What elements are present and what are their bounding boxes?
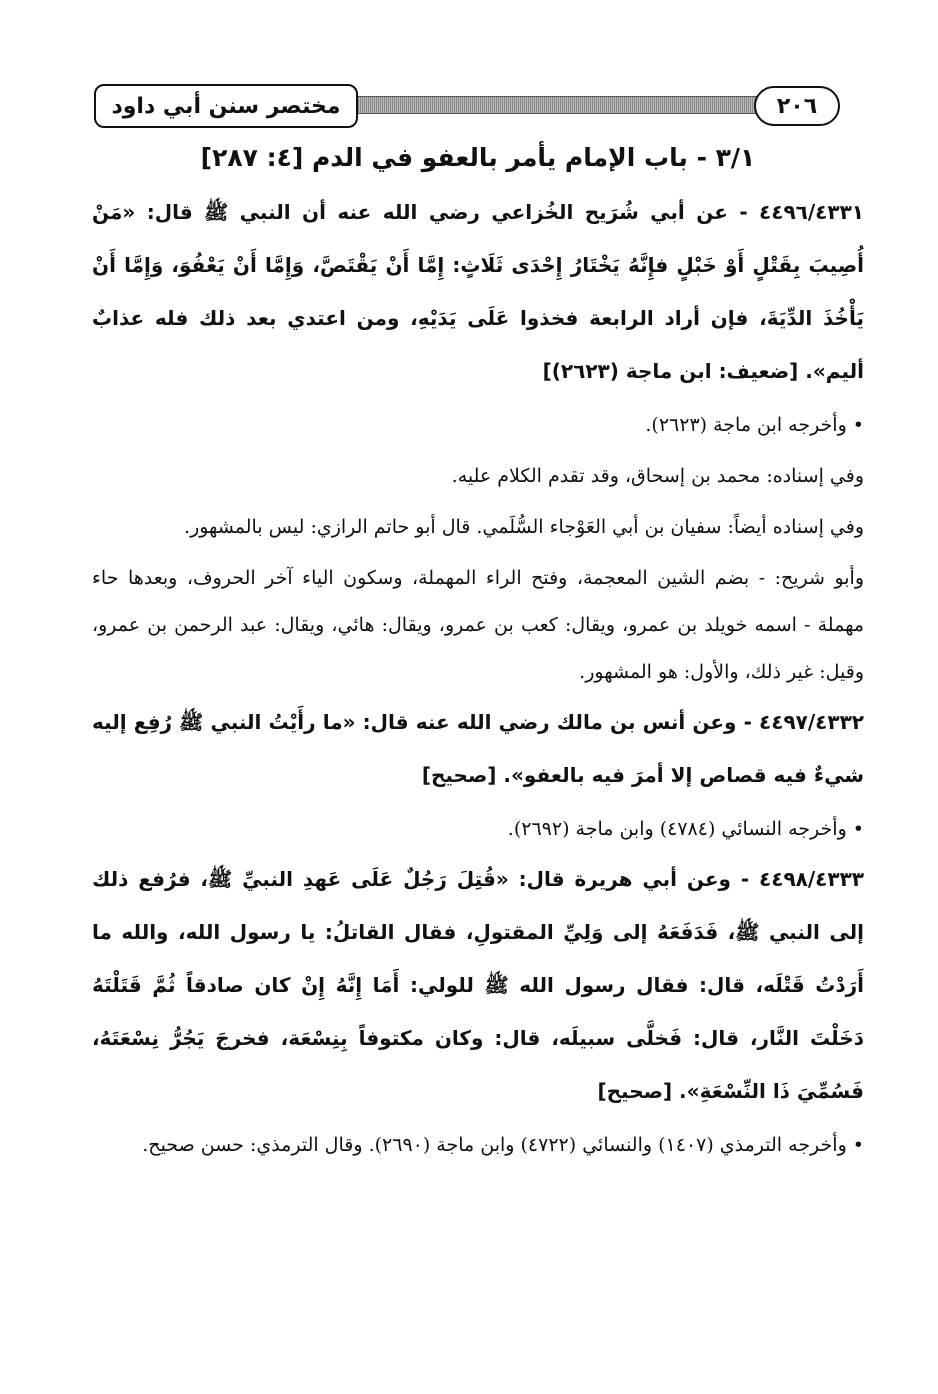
- header-ornament-band: [346, 96, 772, 114]
- hadith-text: وعن أبي هريرة قال: «قُتِلَ رَجُلٌ عَلَى عَهدِ النبيِّ ﷺ، فرُفع ذلك إلى النبي ﷺ، فَدَفَعَهُ إلى وَلِيِّ المقتولِ، فقال القاتلُ: يا رسول الله، والله ما أَرَدْتُ قَتْلَه، قال: فقال رسول الله ﷺ للولي: أَمَا إِنَّهُ إِنْ كان صادقاً ثُمَّ قَتَلْتَهُ دَخَلْتَ النَّار، قال: فَخلَّى سبيلَه، قال: وكان مكتوفاً بِنِسْعَة، فخرجَ يَجُرُّ نِسْعَتَهُ، فَسُمِّيَ ذَا النِّسْعَةِ». [صحيح]: [92, 867, 864, 1103]
- hadith-1: [92, 186, 864, 398]
- takhrij-note: • وأخرجه النسائي (٤٧٨٤) وابن ماجة (٢٦٩٢).: [507, 818, 864, 840]
- commentary-note: وفي إسناده: محمد بن إسحاق، وقد تقدم الكلام عليه.: [451, 465, 864, 487]
- hadith-number: ٤٤٩٧/٤٣٣٢ -: [743, 710, 865, 734]
- hadith-number: ٤٤٩٦/٤٣٣١ -: [739, 200, 865, 224]
- hadith-3: [92, 853, 864, 1118]
- page-number: ٢٠٦: [754, 86, 840, 126]
- hadith-text: عن أبي شُرَيح الخُزاعي رضي الله عنه أن النبي ﷺ قال: «مَنْ أُصِيبَ بِقَتْلٍ أَوْ خَبْلٍ فإِنَّهُ يَخْتَارُ إِحْدَى ثَلَاثٍ: إِمَّا أَنْ يَقْتَصَّ، وَإِمَّا أَنْ يَعْفُوَ، وَإِمَّا أَنْ يَأْخُذَ الدِّيَةَ، فإن أراد الرابعة فخذوا عَلَى يَدَيْهِ، ومن اعتدي بعد ذلك فله عذابٌ أليم». [ضعيف: ابن ماجة (٢٦٢٣)]: [92, 200, 864, 383]
- book-title: مختصر سنن أبي داود: [94, 84, 358, 128]
- page-content: [92, 136, 864, 1169]
- hadith-number: ٤٤٩٨/٤٣٣٣ -: [740, 867, 864, 891]
- takhrij-note: • وأخرجه ابن ماجة (٢٦٢٣).: [645, 414, 864, 436]
- hadith-2: [92, 696, 864, 802]
- running-header: [94, 84, 862, 126]
- chapter-title: ٣/١ - باب الإمام يأمر بالعفو في الدم [٤: ٢٨٧]: [200, 143, 756, 172]
- hadith-text: وعن أنس بن مالك رضي الله عنه قال: «ما رأَيْتُ النبي ﷺ رُفِع إليه شيءٌ فيه قصاص إلا أمرَ فيه بالعفو». [صحيح]: [92, 710, 864, 787]
- commentary-note: وفي إسناده أيضاً: سفيان بن أبي العَوْجاء السُّلَمي. قال أبو حاتم الرازي: ليس بالمشهور.: [184, 516, 864, 538]
- commentary-note: وأبو شريح: - بضم الشين المعجمة، وفتح الراء المهملة، وسكون الياء آخر الحروف، وبعدها حاء مهملة - اسمه خويلد بن عمرو، ويقال: كعب بن عمرو، ويقال: هائي، ويقال: عبد الرحمن بن عمرو، وقيل: غير ذلك، والأول: هو المشهور.: [92, 567, 864, 683]
- takhrij-note: • وأخرجه الترمذي (١٤٠٧) والنسائي (٤٧٢٢) وابن ماجة (٢٦٩٠). وقال الترمذي: حسن صحيح.: [142, 1134, 864, 1156]
